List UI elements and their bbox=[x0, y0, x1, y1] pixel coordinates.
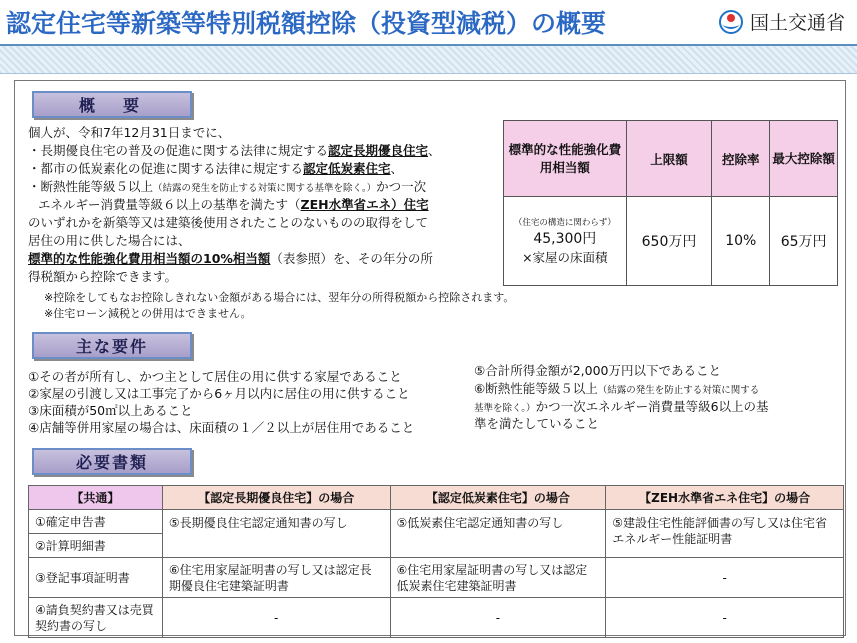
header-band bbox=[0, 44, 857, 74]
requirement-4: ④店舗等併用家屋の場合は、床面積の１／２以上が居住用であること bbox=[28, 420, 415, 435]
overview-line-5: エネルギー消費量等級６以上の基準を満たす（ZEH水準省エネ）住宅 bbox=[38, 197, 429, 212]
overview-line-9: 得税額から控除できます。 bbox=[28, 269, 178, 284]
rate-cell: 10% bbox=[712, 197, 770, 286]
col-max: 最大控除額 bbox=[770, 121, 838, 197]
cost-unit: ×家屋の床面積 bbox=[522, 250, 608, 265]
documents-table bbox=[28, 485, 844, 638]
col-limit: 上限額 bbox=[626, 121, 712, 197]
ministry-name: 国土交通省 bbox=[749, 12, 845, 34]
overview-line-6: のいずれかを新築等又は建築後使用されたことのないものの取得をして bbox=[28, 215, 429, 230]
zeh-doc-1: ⑤建設住宅性能評価書の写し又は住宅省エネルギー性能証明書 bbox=[606, 510, 844, 558]
common-doc-4: ④請負契約書又は売買契約書の写し bbox=[29, 598, 163, 638]
zeh-doc-2: - bbox=[606, 558, 844, 598]
overview-line-7: 居住の用に供した場合には、 bbox=[28, 233, 191, 248]
long-term-doc-1: ⑤長期優良住宅認定通知書の写し bbox=[162, 510, 390, 558]
overview-line-4: ・断熱性能等級５以上（結露の発生を防止する対策に関する基準を除く。）かつ一次 bbox=[28, 179, 427, 194]
overview-line-8: 標準的な性能強化費用相当額の10%相当額（表参照）を、その年分の所 bbox=[28, 251, 433, 266]
requirement-5: ⑤合計所得金額が2,000万円以下であること bbox=[474, 363, 721, 378]
requirement-2: ②家屋の引渡し又は工事完了から6ヶ月以内に居住の用に供すること bbox=[28, 386, 410, 401]
note-1: ※控除をしてもなお控除しきれない金額がある場合には、翌年分の所得税額から控除されます。 bbox=[44, 291, 515, 304]
low-carbon-doc-2: ⑥住宅用家屋証明書の写し又は認定低炭素住宅建築証明書 bbox=[390, 558, 606, 598]
col-long-term: 【認定長期優良住宅】の場合 bbox=[162, 486, 390, 510]
requirement-1: ①その者が所有し、かつ主として居住の用に供する家屋であること bbox=[28, 369, 402, 384]
col-common: 【共通】 bbox=[29, 486, 163, 510]
requirement-6-line-1: ⑥断熱性能等級５以上（結露の発生を防止する対策に関する bbox=[474, 381, 760, 396]
zeh-doc-3: - bbox=[606, 598, 844, 638]
col-zeh: 【ZEH水準省エネ住宅】の場合 bbox=[606, 486, 844, 510]
cost-value: 45,300円 bbox=[533, 231, 597, 247]
page-title: 認定住宅等新築等特別税額控除（投資型減税）の概要 bbox=[6, 9, 607, 38]
deduction-amount-term: 標準的な性能強化費用相当額の10%相当額 bbox=[28, 251, 271, 266]
overview-line-3: ・都市の低炭素化の促進に関する法律に規定する認定低炭素住宅、 bbox=[28, 161, 404, 176]
requirement-6-line-2: 基準を除く。）かつ一次エネルギー消費量等級6以上の基 bbox=[474, 399, 769, 414]
ministry-emblem-icon bbox=[718, 9, 744, 35]
ministry-logo bbox=[718, 8, 845, 35]
zeh-term: ZEH水準省エネ）住宅 bbox=[300, 197, 429, 212]
deduction-table bbox=[503, 120, 838, 286]
low-carbon-house-term: 認定低炭素住宅 bbox=[303, 161, 391, 176]
max-cell: 65万円 bbox=[770, 197, 838, 286]
common-doc-1: ①確定申告書 bbox=[29, 510, 163, 534]
common-doc-3: ③登記事項証明書 bbox=[29, 558, 163, 598]
requirement-6-line-3: 準を満たしていること bbox=[474, 416, 600, 431]
limit-cell: 650万円 bbox=[626, 197, 712, 286]
col-low-carbon: 【認定低炭素住宅】の場合 bbox=[390, 486, 606, 510]
overview-line-1: 個人が、令和7年12月31日までに、 bbox=[28, 125, 231, 140]
header bbox=[0, 0, 857, 44]
requirements-heading: 主な要件 bbox=[32, 332, 192, 359]
col-rate: 控除率 bbox=[712, 121, 770, 197]
overview-heading: 概 要 bbox=[32, 91, 192, 118]
requirement-3: ③床面積が50㎡以上あること bbox=[28, 403, 193, 418]
common-doc-2: ②計算明細書 bbox=[29, 534, 163, 558]
long-term-doc-3: - bbox=[162, 598, 390, 638]
low-carbon-doc-3: - bbox=[390, 598, 606, 638]
low-carbon-doc-1: ⑤低炭素住宅認定通知書の写し bbox=[390, 510, 606, 558]
documents-heading: 必要書類 bbox=[32, 448, 192, 475]
long-term-doc-2: ⑥住宅用家屋証明書の写し又は認定長期優良住宅建築証明書 bbox=[162, 558, 390, 598]
note-2: ※住宅ローン減税との併用はできません。 bbox=[44, 307, 252, 320]
overview-line-2: ・長期優良住宅の普及の促進に関する法律に規定する認定長期優良住宅、 bbox=[28, 143, 441, 158]
long-term-house-term: 認定長期優良住宅 bbox=[328, 143, 429, 158]
cost-cell bbox=[504, 197, 627, 286]
cost-note: （住宅の構造に関わらず） bbox=[513, 218, 616, 228]
col-cost: 標準的な性能強化費用相当額 bbox=[504, 121, 627, 197]
